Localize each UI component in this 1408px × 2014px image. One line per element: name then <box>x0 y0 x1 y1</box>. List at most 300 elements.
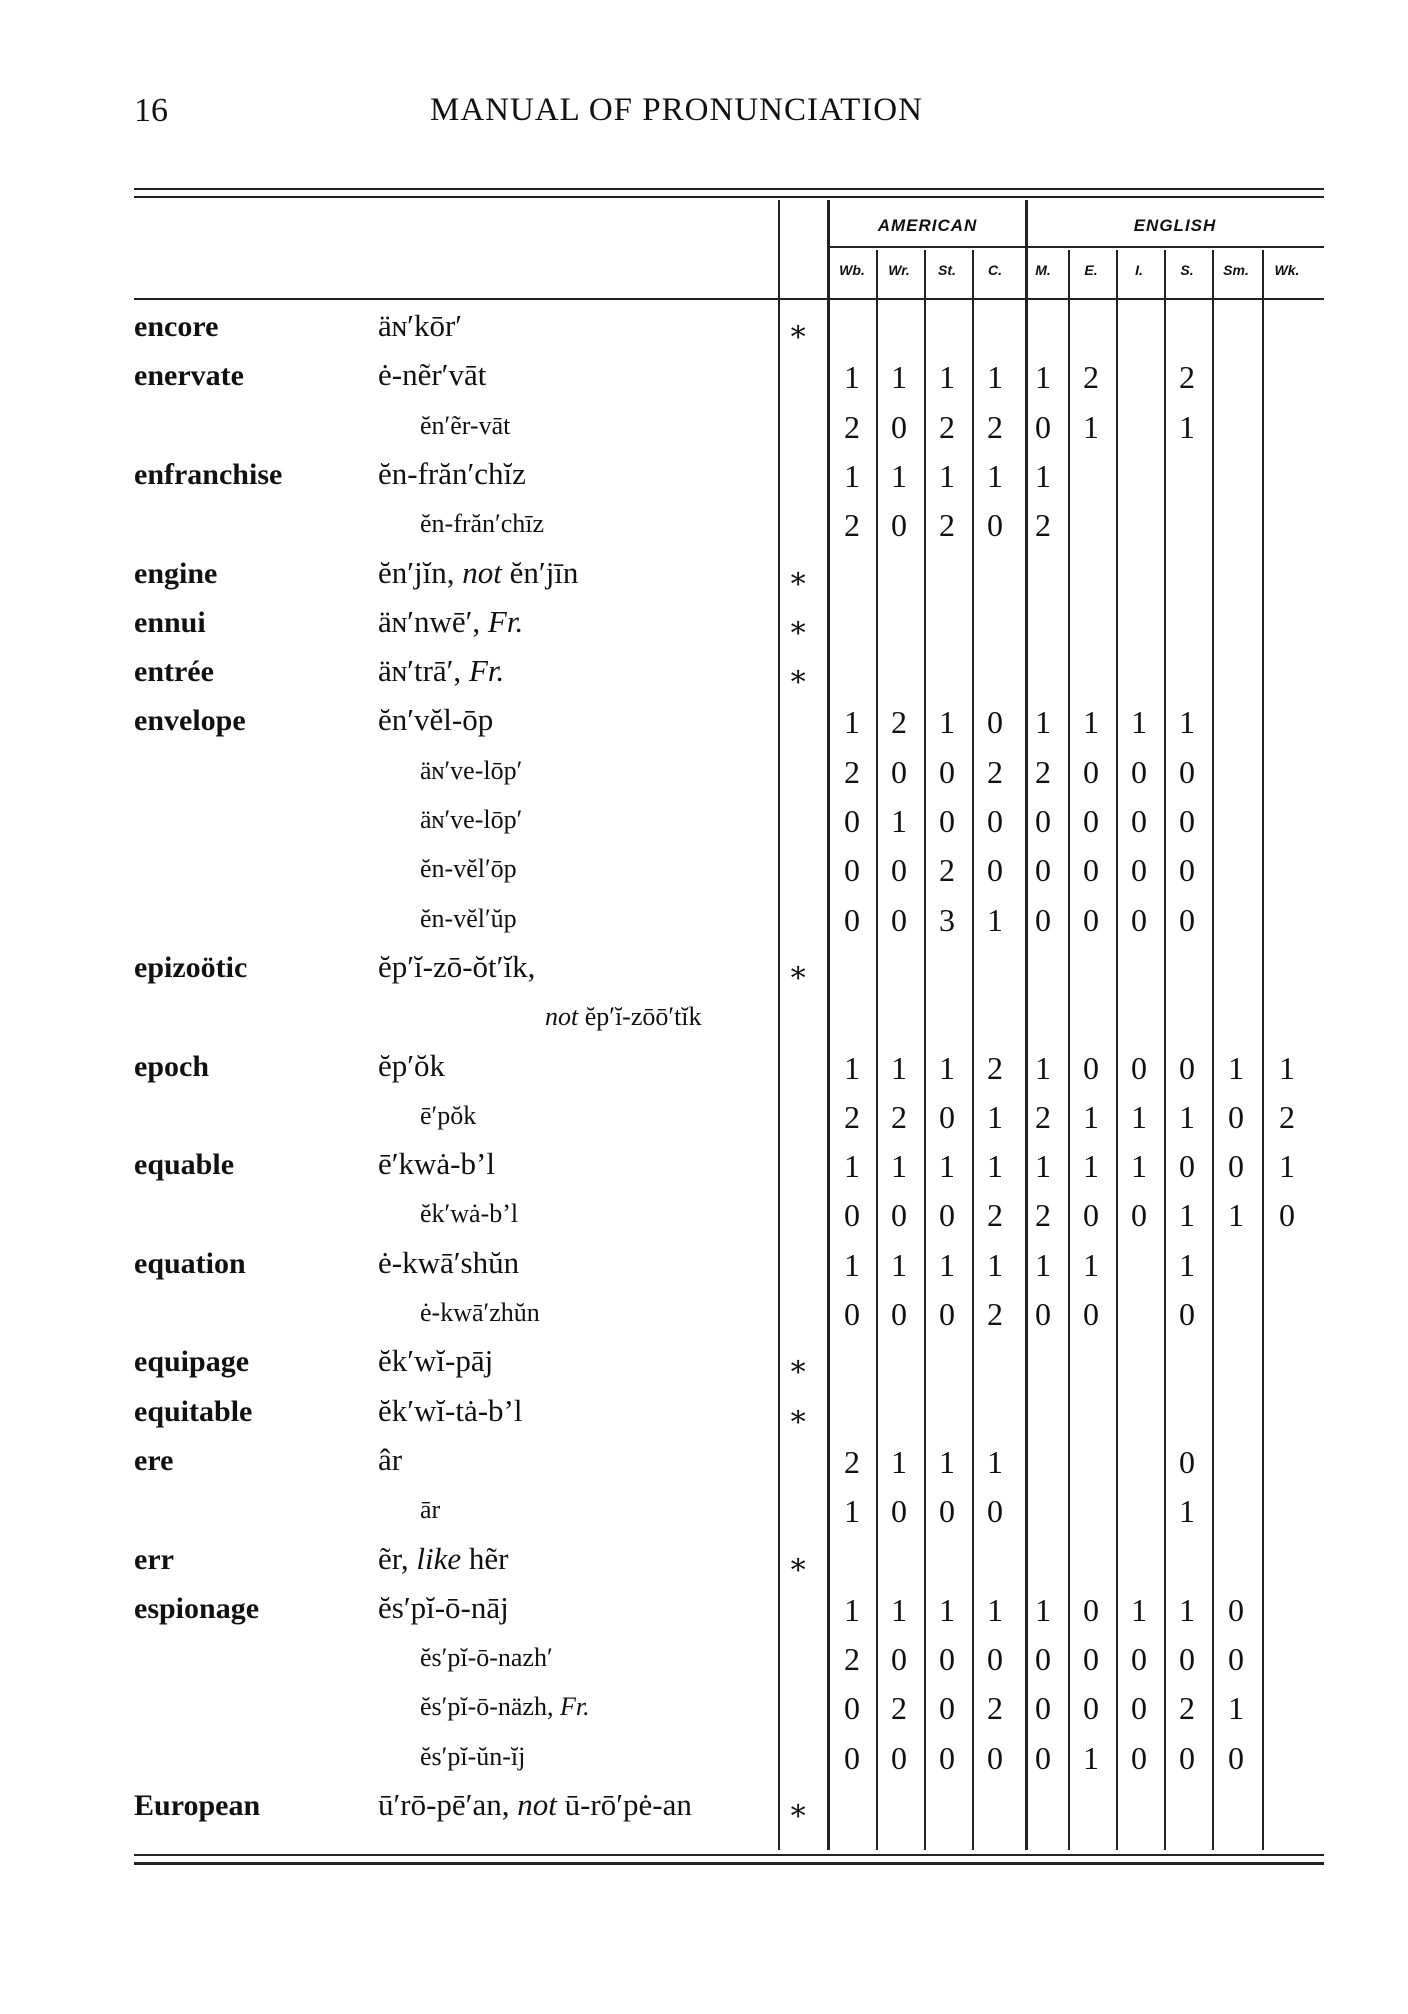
authority-value: 0 <box>1083 1690 1099 1727</box>
authority-value: 0 <box>987 507 1003 544</box>
table-row <box>0 1093 1408 1143</box>
pronunciation <box>378 1146 495 1182</box>
headword: equitable <box>134 1394 253 1428</box>
authority-value: 0 <box>891 1493 907 1530</box>
table-row <box>0 1586 1408 1636</box>
asterisk-mark: ∗ <box>788 1794 809 1827</box>
authority-value: 0 <box>1035 803 1051 839</box>
authority-value: 2 <box>1179 359 1195 396</box>
authority-value: 1 <box>939 1049 955 1086</box>
authority-value: 1 <box>1035 1148 1051 1185</box>
authority-value: 0 <box>939 1296 955 1332</box>
table-row <box>0 698 1408 748</box>
authority-value: 1 <box>891 1049 907 1086</box>
authority-value: 1 <box>1083 704 1099 741</box>
authority-value: 1 <box>891 1148 907 1185</box>
table-row <box>0 1339 1408 1389</box>
pronunciation-note: like <box>416 1540 462 1576</box>
authority-value: 1 <box>1035 704 1051 741</box>
authority-value: 0 <box>891 1296 907 1332</box>
table-row <box>0 1191 1408 1241</box>
authority-value: 0 <box>1179 1641 1195 1678</box>
table-row <box>0 403 1408 453</box>
pronunciation <box>378 949 535 985</box>
table-row <box>0 304 1408 354</box>
authority-value: 1 <box>1131 1591 1147 1628</box>
pronunciation <box>420 1643 553 1673</box>
authority-value: 1 <box>939 1443 955 1480</box>
table-row <box>0 1142 1408 1192</box>
authority-value: 1 <box>891 359 907 396</box>
authority-header-9: Wk. <box>1274 262 1300 278</box>
table-row <box>0 994 1408 1044</box>
table-row <box>0 600 1408 650</box>
pronunciation-tail: ū-rō′pė-an <box>564 1787 692 1822</box>
table-row <box>0 1734 1408 1784</box>
pronunciation-text: âr <box>378 1441 403 1477</box>
authority-value: 0 <box>1131 852 1147 889</box>
pronunciation <box>420 756 522 786</box>
pronunciation <box>545 1002 702 1032</box>
authority-value: 2 <box>891 704 907 741</box>
authority-value: 0 <box>1035 1641 1051 1678</box>
authority-value: 1 <box>987 1148 1003 1185</box>
authority-value: 0 <box>891 852 907 889</box>
authority-value: 1 <box>844 359 860 396</box>
authority-value: 1 <box>1035 1591 1051 1628</box>
authority-value: 1 <box>1035 1049 1051 1086</box>
pronunciation-text: ĕs′pĭ-ō-näzh, <box>420 1692 554 1722</box>
authority-value: 0 <box>987 1641 1003 1678</box>
authority-value: 2 <box>1035 753 1051 790</box>
authority-value: 0 <box>891 1739 907 1776</box>
bottom-rule <box>134 1854 1324 1856</box>
pronunciation <box>420 1298 540 1328</box>
table-row <box>0 1044 1408 1094</box>
table-row <box>0 501 1408 551</box>
asterisk-mark: ∗ <box>788 660 809 694</box>
authority-value: 1 <box>844 704 860 741</box>
table-row <box>0 896 1408 946</box>
authority-value: 0 <box>1179 901 1195 938</box>
authority-header-1: Wr. <box>888 262 910 278</box>
authority-value: 2 <box>844 408 860 445</box>
authority-value: 0 <box>844 1197 860 1234</box>
pronunciation <box>378 1541 508 1577</box>
authority-value: 0 <box>891 1197 907 1234</box>
authority-value: 2 <box>939 408 955 445</box>
authority-value: 0 <box>1083 1296 1099 1332</box>
authority-value: 3 <box>939 901 955 938</box>
pronunciation-text: ĕn-vĕl′ōp <box>420 854 517 884</box>
authority-value: 0 <box>1131 1739 1147 1776</box>
pronunciation-text: ĕn′vĕl-ōp <box>378 702 494 738</box>
authority-header-6: I. <box>1135 262 1143 278</box>
authority-value: 0 <box>939 803 955 839</box>
bottom-rule-thick <box>134 1862 1324 1865</box>
pronunciation-text: ū′rō-pē′an, <box>378 1787 510 1822</box>
authority-header-3: C. <box>988 262 1002 278</box>
authority-value: 1 <box>939 1148 955 1185</box>
authority-value: 0 <box>1035 852 1051 889</box>
authority-value: 1 <box>844 1148 860 1185</box>
authority-value: 0 <box>891 753 907 790</box>
pronunciation <box>420 1199 518 1229</box>
pronunciation-text: ĕk′wĭ-tȧ-b’l <box>378 1392 523 1428</box>
headword: encore <box>134 310 219 343</box>
pronunciation-text: ĕn-frăn′chĭz <box>378 455 526 491</box>
authority-value: 0 <box>1131 803 1147 839</box>
table-row <box>0 1537 1408 1587</box>
pronunciation-text: äɴ′trā′, <box>378 653 462 689</box>
authority-value: 0 <box>939 1641 955 1678</box>
authority-value: 1 <box>939 704 955 741</box>
authority-value: 0 <box>939 1739 955 1776</box>
pronunciation <box>420 904 517 934</box>
pronunciation <box>420 805 522 835</box>
authority-value: 2 <box>844 507 860 544</box>
authority-value: 1 <box>939 1246 955 1283</box>
table-row <box>0 1783 1408 1833</box>
authority-value: 0 <box>1131 1690 1147 1727</box>
authority-value: 1 <box>1179 408 1195 445</box>
pronunciation-text: äɴ′kōr′ <box>378 308 463 343</box>
authority-value: 2 <box>987 1049 1003 1086</box>
authority-value: 1 <box>891 1443 907 1480</box>
authority-value: 0 <box>1131 1049 1147 1086</box>
authority-value: 1 <box>1131 704 1147 741</box>
authority-value: 0 <box>987 1493 1003 1530</box>
authority-value: 0 <box>1131 1197 1147 1234</box>
authority-value: 0 <box>1131 753 1147 790</box>
authority-value: 0 <box>1131 901 1147 938</box>
asterisk-mark: ∗ <box>788 610 809 644</box>
authority-value: 1 <box>1035 1246 1051 1283</box>
authority-value: 1 <box>1279 1148 1295 1185</box>
authority-value: 1 <box>1179 1493 1195 1530</box>
authority-value: 0 <box>1083 753 1099 790</box>
headword: equation <box>134 1246 246 1280</box>
table-row <box>0 945 1408 995</box>
authority-value: 0 <box>1279 1197 1295 1234</box>
authority-value: 1 <box>1083 1246 1099 1283</box>
pronunciation <box>378 604 523 640</box>
pronunciation-text: äɴ′ve-lōp′ <box>420 755 523 785</box>
header-bottom-rule <box>134 298 1324 300</box>
authority-value: 1 <box>1035 359 1051 396</box>
authority-value: 0 <box>939 1197 955 1234</box>
pronunciation <box>420 509 544 539</box>
authority-value: 0 <box>1083 1641 1099 1678</box>
authority-header-8: Sm. <box>1223 262 1249 278</box>
pronunciation-text: ẽr, <box>378 1540 409 1576</box>
authority-value: 1 <box>1035 457 1051 494</box>
headword: equipage <box>134 1345 250 1379</box>
pronunciation-note: Fr. <box>468 653 505 689</box>
pronunciation <box>420 411 510 441</box>
pronunciation <box>420 1495 440 1525</box>
authority-value: 2 <box>939 507 955 544</box>
headword: enfranchise <box>134 457 283 491</box>
authority-value: 0 <box>987 852 1003 889</box>
authority-value: 1 <box>939 359 955 396</box>
pronunciation <box>378 653 504 689</box>
table-row <box>0 649 1408 699</box>
headword: envelope <box>134 704 246 738</box>
pronunciation-text: ĕp′ĭ-zō-ŏt′ĭk, <box>378 948 536 984</box>
pronunciation <box>378 555 578 591</box>
asterisk-mark: ∗ <box>788 955 809 989</box>
authority-value: 1 <box>987 457 1003 494</box>
headword: epizoötic <box>134 950 248 984</box>
page-number: 16 <box>134 92 168 129</box>
table-row <box>0 1389 1408 1439</box>
table-row <box>0 1438 1408 1488</box>
pronunciation-text: äɴ′ve-lōp′ <box>420 805 523 834</box>
authority-value: 0 <box>1179 1296 1195 1332</box>
authority-value: 0 <box>1035 1690 1051 1727</box>
authority-value: 2 <box>987 1296 1003 1332</box>
authority-value: 0 <box>1179 753 1195 790</box>
table-row <box>0 1487 1408 1537</box>
authority-value: 0 <box>1179 1049 1195 1086</box>
authority-value: 0 <box>1228 1148 1244 1185</box>
authority-value: 1 <box>891 457 907 494</box>
authority-value: 2 <box>987 1690 1003 1727</box>
authority-header-2: St. <box>938 262 956 278</box>
authority-value: 1 <box>1179 704 1195 741</box>
pronunciation-text: ė-nẽr′vāt <box>378 357 487 393</box>
pronunciation <box>378 357 486 393</box>
asterisk-mark: ∗ <box>788 315 809 348</box>
headword: engine <box>134 556 218 590</box>
authority-value: 0 <box>844 1296 860 1332</box>
top-rule-thin <box>134 196 1324 198</box>
authority-value: 0 <box>987 803 1003 839</box>
authority-value: 1 <box>1228 1049 1244 1086</box>
top-rule <box>134 188 1324 190</box>
authority-value: 2 <box>1035 507 1051 544</box>
pronunciation-note: not <box>545 1002 585 1032</box>
authority-value: 2 <box>987 1197 1003 1234</box>
asterisk-mark: ∗ <box>788 1399 809 1433</box>
headword: European <box>134 1789 261 1822</box>
authority-value: 1 <box>1083 1148 1099 1185</box>
pronunciation-text: ĕn-vĕl′ŭp <box>420 903 517 933</box>
authority-value: 0 <box>1083 901 1099 938</box>
authority-value: 2 <box>939 852 955 889</box>
pronunciation <box>378 308 462 344</box>
page-header <box>0 92 1408 142</box>
authority-value: 1 <box>1179 1246 1195 1283</box>
pronunciation-note: not <box>517 1787 557 1822</box>
pronunciation-text: ē′kwȧ-b’l <box>378 1146 495 1182</box>
authority-value: 1 <box>987 901 1003 938</box>
authority-value: 2 <box>1083 359 1099 396</box>
table-row <box>0 353 1408 403</box>
pronunciation-text: ė-kwā′zhŭn <box>420 1298 540 1327</box>
headword: ennui <box>134 605 206 639</box>
authority-value: 1 <box>1279 1049 1295 1086</box>
authority-header-0: Wb. <box>839 262 865 278</box>
authority-value: 2 <box>844 753 860 790</box>
pronunciation-text: ĕn-frăn′chīz <box>420 509 545 539</box>
authority-value: 0 <box>1035 408 1051 445</box>
authority-value: 0 <box>1083 852 1099 889</box>
authority-value: 0 <box>844 803 860 839</box>
authority-value: 0 <box>939 753 955 790</box>
authority-value: 0 <box>1179 803 1195 839</box>
headword: enervate <box>134 359 244 393</box>
authority-value: 1 <box>844 1493 860 1530</box>
headword: espionage <box>134 1591 260 1625</box>
authority-value: 2 <box>987 753 1003 790</box>
running-title: MANUAL OF PRONUNCIATION <box>430 92 923 128</box>
authority-value: 2 <box>844 1098 860 1135</box>
authority-value: 0 <box>1035 901 1051 938</box>
table-row <box>0 1635 1408 1685</box>
pronunciation-text: ĕk′wĭ-pāj <box>378 1343 494 1379</box>
authority-value: 1 <box>1083 1739 1099 1776</box>
authority-value: 2 <box>844 1641 860 1678</box>
table-row <box>0 1684 1408 1734</box>
authority-value: 1 <box>939 457 955 494</box>
headword: entrée <box>134 655 214 689</box>
authority-value: 0 <box>1228 1641 1244 1678</box>
authority-header-4: M. <box>1035 262 1051 278</box>
table-row <box>0 748 1408 798</box>
authority-value: 1 <box>1228 1690 1244 1727</box>
authority-value: 1 <box>1179 1197 1195 1234</box>
headword: ere <box>134 1443 174 1477</box>
authority-value: 0 <box>1228 1098 1244 1135</box>
pronunciation <box>420 1692 590 1722</box>
pronunciation-text: ĕs′pĭ-ō-nāj <box>378 1589 509 1625</box>
authority-value: 1 <box>844 1049 860 1086</box>
authority-value: 1 <box>891 1591 907 1628</box>
table-row <box>0 797 1408 847</box>
authority-value: 0 <box>844 852 860 889</box>
pronunciation-text: ĕs′pĭ-ŭn-ĭj <box>420 1741 526 1771</box>
authority-value: 2 <box>1179 1690 1195 1727</box>
authority-value: 0 <box>844 1739 860 1776</box>
headword: err <box>134 1542 174 1576</box>
authority-value: 1 <box>1083 1098 1099 1135</box>
authority-value: 0 <box>939 1098 955 1135</box>
authority-value: 1 <box>844 457 860 494</box>
authority-value: 1 <box>987 1591 1003 1628</box>
authority-value: 0 <box>987 1739 1003 1776</box>
asterisk-mark: ∗ <box>788 1547 809 1581</box>
authority-value: 0 <box>891 901 907 938</box>
authority-value: 0 <box>1179 1148 1195 1185</box>
table-row <box>0 551 1408 601</box>
pronunciation-text: ē′pŏk <box>420 1100 477 1130</box>
authority-value: 2 <box>844 1443 860 1480</box>
authority-value: 1 <box>1179 1591 1195 1628</box>
authority-value: 1 <box>987 1443 1003 1480</box>
table-row <box>0 1290 1408 1340</box>
authority-value: 0 <box>1228 1591 1244 1628</box>
authority-value: 1 <box>939 1591 955 1628</box>
authority-value: 1 <box>1131 1098 1147 1135</box>
authority-value: 0 <box>891 408 907 445</box>
authority-value: 2 <box>1035 1098 1051 1135</box>
pronunciation-note: Fr. <box>487 603 524 639</box>
authority-value: 2 <box>1279 1098 1295 1135</box>
pronunciation <box>378 1442 402 1478</box>
authority-value: 1 <box>1179 1098 1195 1135</box>
pronunciation-note: not <box>462 554 502 590</box>
pronunciation-tail: ĕn′jīn <box>509 554 579 590</box>
pronunciation <box>378 1787 692 1823</box>
pronunciation-tail: hẽr <box>468 1540 509 1576</box>
headword: equable <box>134 1148 235 1182</box>
asterisk-mark: ∗ <box>788 561 809 595</box>
pronunciation <box>378 702 493 738</box>
authority-value: 0 <box>1083 1197 1099 1234</box>
pronunciation-text: ė-kwā′shŭn <box>378 1244 520 1280</box>
authority-value: 2 <box>891 1098 907 1135</box>
authority-value: 0 <box>1035 1296 1051 1332</box>
group-label-english: ENGLISH <box>1133 216 1217 235</box>
authority-value: 0 <box>939 1690 955 1727</box>
group-header-rule <box>828 246 1324 248</box>
authority-header-7: S. <box>1180 262 1194 278</box>
pronunciation <box>378 1048 445 1084</box>
pronunciation-text: ĕs′pĭ-ō-nazh′ <box>420 1643 553 1673</box>
pronunciation <box>378 1590 509 1626</box>
asterisk-mark: ∗ <box>788 1350 809 1384</box>
pronunciation <box>420 1101 476 1131</box>
authority-value: 0 <box>1035 1739 1051 1776</box>
authority-value: 1 <box>844 1591 860 1628</box>
pronunciation <box>378 1393 523 1429</box>
authority-value: 0 <box>939 1493 955 1530</box>
authority-value: 0 <box>1131 1641 1147 1678</box>
authority-value: 2 <box>987 408 1003 445</box>
pronunciation-text: ĕp′ĭ-zōō′tĭk <box>584 1002 702 1032</box>
authority-value: 0 <box>1179 1739 1195 1776</box>
authority-value: 2 <box>1035 1197 1051 1234</box>
pronunciation-text: äɴ′nwē′, <box>378 603 481 639</box>
authority-value: 1 <box>987 1098 1003 1135</box>
group-label-american: AMERICAN <box>877 216 978 235</box>
authority-value: 0 <box>891 1641 907 1678</box>
authority-value: 1 <box>1131 1148 1147 1185</box>
headword: epoch <box>134 1049 209 1083</box>
authority-value: 0 <box>844 901 860 938</box>
authority-value: 0 <box>1179 852 1195 889</box>
pronunciation <box>378 1343 493 1379</box>
pronunciation-text: ār <box>420 1495 441 1525</box>
pronunciation-note: Fr. <box>559 1692 590 1722</box>
authority-header-5: E. <box>1084 262 1098 278</box>
authority-value: 0 <box>1083 1591 1099 1628</box>
authority-value: 1 <box>891 1246 907 1283</box>
authority-value: 1 <box>1083 408 1099 445</box>
pronunciation-text: ĕp′ŏk <box>378 1047 446 1083</box>
pronunciation-text: ĕn′ẽr-vāt <box>420 410 511 440</box>
authority-value: 0 <box>1083 1049 1099 1086</box>
authority-value: 1 <box>891 803 907 839</box>
table-row <box>0 452 1408 502</box>
table-row <box>0 1241 1408 1291</box>
authority-value: 1 <box>1228 1197 1244 1234</box>
authority-value: 0 <box>1083 803 1099 839</box>
pronunciation <box>420 854 517 884</box>
authority-value: 0 <box>844 1690 860 1727</box>
